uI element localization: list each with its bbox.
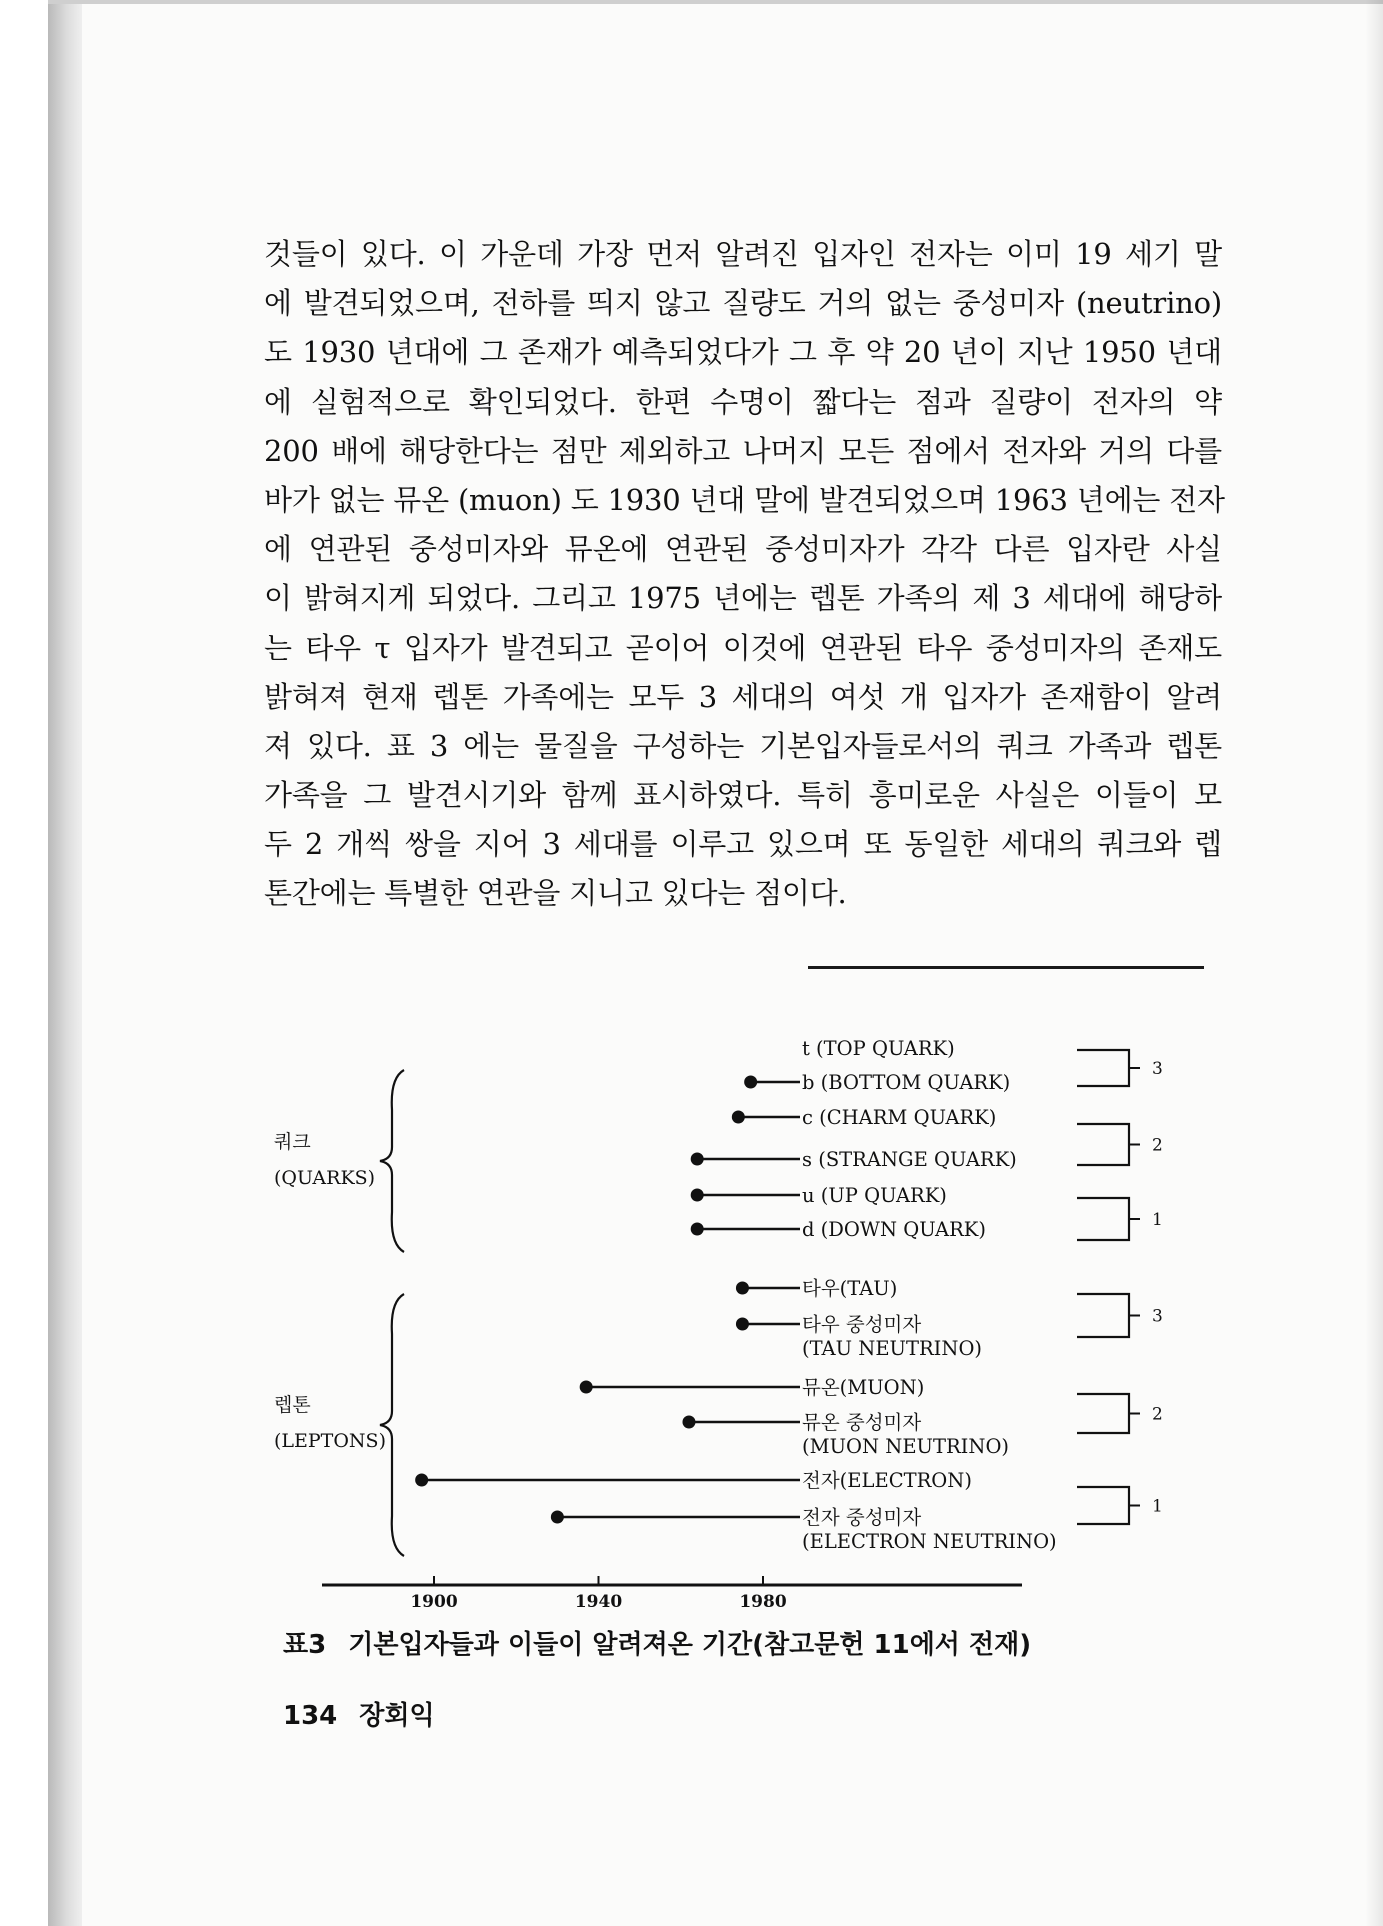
generation-number: 2 bbox=[1152, 1404, 1163, 1425]
generation-bracket bbox=[1077, 1394, 1129, 1433]
body-line: 200 배에 해당한다는 점만 제외하고 나머지 모든 점에서 전자와 거의 다를 bbox=[264, 433, 1222, 468]
particle-label-sub: (MUON NEUTRINO) bbox=[802, 1435, 1010, 1458]
generation-number: 1 bbox=[1152, 1210, 1163, 1230]
particle-label: 타우(TAU) bbox=[802, 1277, 898, 1300]
caption-label: 표3 bbox=[283, 1630, 327, 1660]
particle-label: s (STRANGE QUARK) bbox=[802, 1148, 1017, 1171]
particle-label-sub: (ELECTRON NEUTRINO) bbox=[802, 1530, 1057, 1553]
body-line: 는 타우 τ 입자가 발견되고 곧이어 이것에 연관된 타우 중성미자의 존재도 bbox=[264, 630, 1222, 665]
particle-label: b (BOTTOM QUARK) bbox=[802, 1071, 1011, 1094]
x-axis-tick-label: 1900 bbox=[410, 1592, 458, 1612]
body-line: 두 2 개씩 쌍을 지어 3 세대를 이루고 있으며 또 동일한 세대의 쿼크와 렙 bbox=[264, 827, 1222, 862]
x-axis-tick-label: 1940 bbox=[574, 1592, 623, 1612]
group-label-ko: 쿼크 bbox=[274, 1131, 311, 1153]
generation-number: 1 bbox=[1152, 1496, 1163, 1517]
body-line: 톤간에는 특별한 연관을 지니고 있다는 점이다. bbox=[264, 876, 847, 911]
group-brace bbox=[380, 1070, 404, 1252]
particle-label: 뮤온 중성미자 bbox=[802, 1411, 922, 1434]
body-line: 가족을 그 발견시기와 함께 표시하였다. 특히 흥미로운 사실은 이들이 모 bbox=[264, 778, 1222, 813]
generation-number: 3 bbox=[1152, 1306, 1163, 1327]
group-label-en: (LEPTONS) bbox=[274, 1430, 386, 1452]
discovery-dot bbox=[736, 1318, 749, 1331]
page-footer bbox=[283, 1695, 435, 1732]
generation-number: 3 bbox=[1152, 1059, 1163, 1079]
discovery-dot bbox=[682, 1416, 695, 1429]
body-line: 도 1930 년대에 그 존재가 예측되었다가 그 후 약 20 년이 지난 1950 년대 bbox=[264, 335, 1222, 370]
particle-label: c (CHARM QUARK) bbox=[802, 1106, 997, 1129]
body-line: 밝혀져 현재 렙톤 가족에는 모두 3 세대의 여섯 개 입자가 존재함이 알려 bbox=[264, 679, 1222, 714]
discovery-dot bbox=[691, 1153, 704, 1166]
page-number: 134 bbox=[283, 1701, 338, 1731]
body-line: 에 연관된 중성미자와 뮤온에 연관된 중성미자가 각각 다른 입자란 사실 bbox=[264, 532, 1222, 567]
particle-label: 뮤온(MUON) bbox=[802, 1376, 925, 1399]
caption-text: 기본입자들과 이들이 알려져온 기간(참고문헌 11에서 전재) bbox=[348, 1630, 1032, 1660]
particle-label: 타우 중성미자 bbox=[802, 1313, 922, 1336]
group-label-en: (QUARKS) bbox=[274, 1167, 376, 1189]
particle-label: 전자 중성미자 bbox=[802, 1506, 922, 1529]
generation-bracket bbox=[1077, 1124, 1129, 1165]
discovery-dot bbox=[551, 1511, 564, 1524]
discovery-dot bbox=[580, 1381, 593, 1394]
generation-number: 2 bbox=[1152, 1135, 1163, 1156]
body-line: 이 밝혀지게 되었다. 그리고 1975 년에는 렙톤 가족의 제 3 세대에 해당하 bbox=[264, 581, 1222, 616]
body-line: 바가 없는 뮤온 (muon) 도 1930 년대 말에 발견되었으며 1963 년에는 전자 bbox=[264, 482, 1225, 517]
discovery-dot bbox=[736, 1282, 749, 1295]
particle-label: t (TOP QUARK) bbox=[802, 1037, 955, 1060]
x-axis-tick-label: 1980 bbox=[739, 1592, 787, 1612]
discovery-dot bbox=[744, 1076, 757, 1089]
particle-label: u (UP QUARK) bbox=[802, 1184, 947, 1207]
group-label-ko: 렙톤 bbox=[274, 1394, 311, 1416]
particle-label: d (DOWN QUARK) bbox=[802, 1218, 986, 1241]
discovery-dot bbox=[732, 1111, 745, 1124]
running-author: 장회익 bbox=[359, 1701, 435, 1731]
generation-bracket bbox=[1077, 1198, 1129, 1240]
generation-bracket bbox=[1077, 1487, 1129, 1524]
group-brace bbox=[380, 1294, 404, 1556]
discovery-dot bbox=[415, 1474, 428, 1487]
particle-label-sub: (TAU NEUTRINO) bbox=[802, 1337, 983, 1360]
body-line: 져 있다. 표 3 에는 물질을 구성하는 기본입자들로서의 쿼크 가족과 렙톤 bbox=[264, 728, 1222, 763]
particle-label: 전자(ELECTRON) bbox=[802, 1469, 972, 1492]
generation-bracket bbox=[1077, 1294, 1129, 1337]
body-line: 에 실험적으로 확인되었다. 한편 수명이 짧다는 점과 질량이 전자의 약 bbox=[264, 384, 1222, 419]
figure-caption bbox=[283, 1624, 1031, 1661]
body-line: 것들이 있다. 이 가운데 가장 먼저 알려진 입자인 전자는 이미 19 세기 말 bbox=[264, 237, 1222, 271]
generation-bracket bbox=[1077, 1050, 1129, 1086]
discovery-dot bbox=[691, 1223, 704, 1236]
discovery-dot bbox=[691, 1189, 704, 1202]
body-line: 에 발견되었으며, 전하를 띄지 않고 질량도 거의 없는 중성미자 (neutrino) bbox=[264, 286, 1222, 321]
